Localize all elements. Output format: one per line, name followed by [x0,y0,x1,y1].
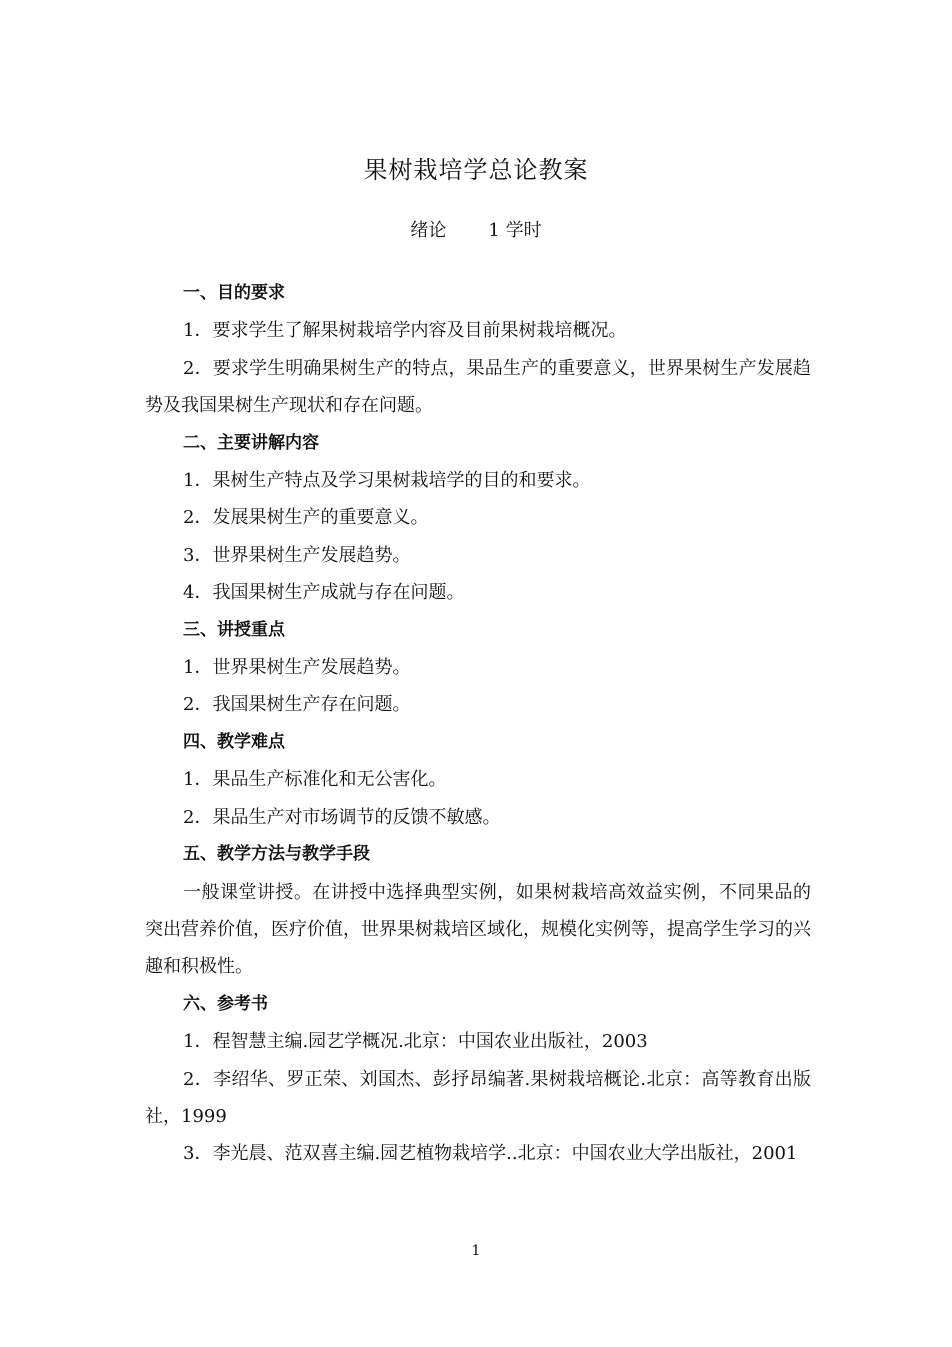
page-number: 1 [471,1243,481,1259]
list-item: 1．世界果树生产发展趋势。 [183,657,411,679]
section-heading: 六、参考书 [183,993,268,1014]
list-item: 4．我国果树生产成就与存在问题。 [183,582,465,604]
list-item: 1．果树生产特点及学习果树栽培学的目的和要求。 [183,470,591,492]
list-item: 2．果品生产对市场调节的反馈不敏感。 [183,806,501,828]
section-heading: 一、目的要求 [183,283,285,303]
reference-item: 3．李光晨、范双喜主编.园艺植物栽培学..北京：中国农业大学出版社，2001 [183,1143,798,1165]
document-body [145,275,811,1173]
reference-item: 2．李绍华、罗正荣、刘国杰、彭抒昂编著.果树栽培概论.北京：高等教育出版社，1999 [145,1068,811,1127]
section-heading: 四、教学难点 [183,731,285,752]
chapter-label: 绪论 [410,220,447,241]
section-heading: 三、讲授重点 [183,619,285,640]
document-subtitle [0,216,952,242]
paragraph: 一般课堂讲授。在讲授中选择典型实例，如果树栽培高效益实例，不同果品的突出营养价值，医疗价值，世界果树栽培区域化，规模化实例等，提高学生学习的兴趣和积极性。 [145,881,811,978]
document-title: 果树栽培学总论教案 [363,156,589,184]
section-heading: 二、主要讲解内容 [183,432,319,453]
reference-item: 1．程智慧主编.园艺学概况.北京：中国农业出版社，2003 [183,1031,648,1053]
list-item: 1．果品生产标准化和无公害化。 [183,769,447,791]
list-item: 3．世界果树生产发展趋势。 [183,544,411,566]
list-item: 1．要求学生了解果树栽培学内容及目前果树栽培概况。 [183,320,627,342]
hours-label: 1 学时 [488,220,542,241]
list-item: 2．我国果树生产存在问题。 [183,694,411,716]
section-heading: 五、教学方法与教学手段 [183,844,370,865]
list-item: 2．发展果树生产的重要意义。 [183,507,429,529]
list-item: 2．要求学生明确果树生产的特点，果品生产的重要意义，世界果树生产发展趋势及我国果树生产现状和存在问题。 [145,357,811,417]
